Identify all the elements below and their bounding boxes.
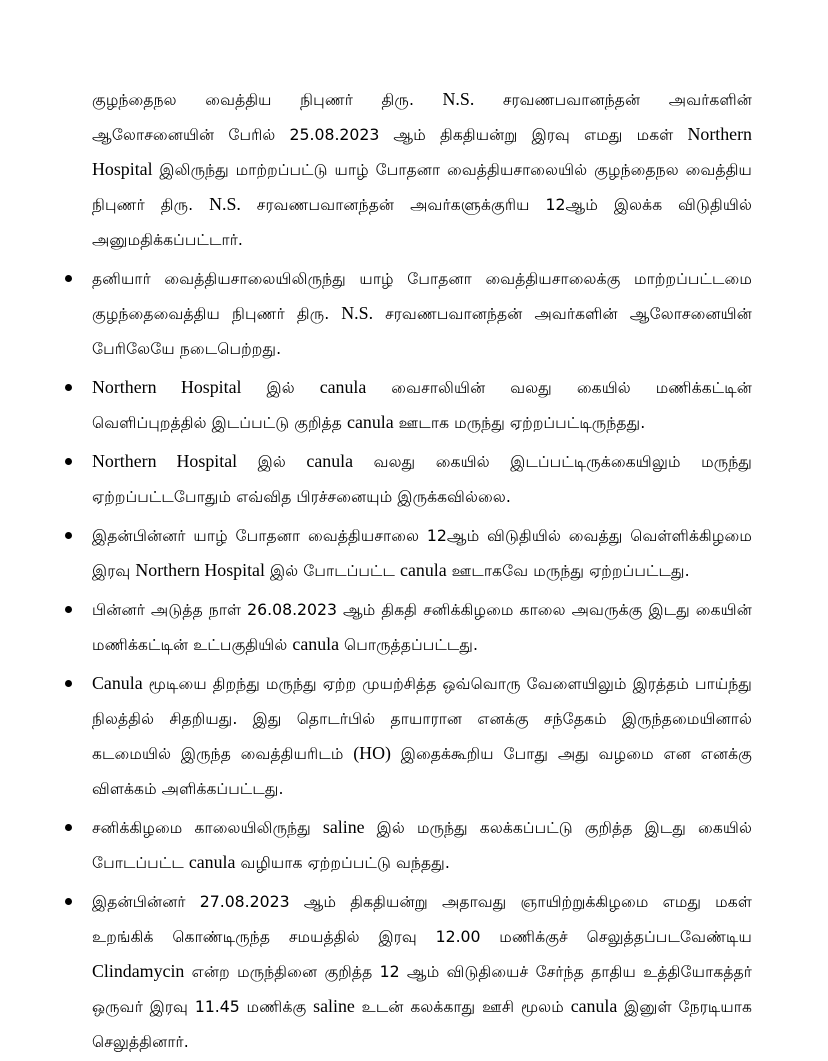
text-line: இரவு Northern Hospital இல் போடப்பட்ட canula ஊடாகவே மருந்து ஏற்றப்பட்டது. [92, 560, 690, 580]
text-line: மணிக்கட்டின் உட்பகுதியில் canula பொருத்தப்பட்டது. [92, 634, 479, 654]
text-line: சனிக்கிழமை காலையிலிருந்து saline இல் மருந்து கலக்கப்பட்டு குறித்த இடது கையில் [92, 817, 752, 837]
latin-text-run: Clindamycin [92, 961, 185, 981]
latin-text-run: Canula [92, 673, 143, 693]
text-line: வெளிப்புறத்தில் இடப்பட்டு குறித்த canula ஊடாக மருந்து ஏற்றப்பட்டிருந்தது. [92, 412, 646, 432]
latin-text-run: canula [319, 377, 367, 397]
text-line: Canula மூடியை திறந்து மருந்து ஏற்ற முயற்சித்த ஒவ்வொரு வேளையிலும் இரத்தம் பாய்ந்து [92, 673, 752, 693]
bullet-icon [65, 458, 72, 465]
bullet-item [92, 810, 752, 880]
bullet-item [92, 370, 752, 440]
latin-text-run: Northern [687, 124, 752, 144]
bullet-icon [65, 680, 72, 687]
latin-text-run: canula [188, 852, 236, 872]
latin-text-run: saline [313, 996, 355, 1016]
text-line: Hospital இலிருந்து மாற்றப்பட்டு யாழ் போதனா வைத்தியசாலையில் குழந்தைநல வைத்திய [92, 159, 752, 179]
continuation-paragraph [92, 82, 752, 257]
text-line: பேரிலேயே நடைபெற்றது. [92, 339, 282, 358]
latin-text-run: canula [400, 560, 447, 580]
latin-text-run: N.S. [209, 194, 241, 214]
bullet-icon [65, 824, 72, 831]
text-line: இதன்பின்னர் 27.08.2023 ஆம் திகதியன்று அதாவது ஞாயிற்றுக்கிழமை எமது மகள் [92, 892, 752, 911]
bullet-icon [65, 606, 72, 613]
text-line: தனியார் வைத்தியசாலையிலிருந்து யாழ் போதனா வைத்தியசாலைக்கு மாற்றப்பட்டமை [92, 269, 752, 288]
bullet-icon [65, 384, 72, 391]
text-line: விளக்கம் அளிக்கப்பட்டது. [92, 779, 284, 798]
latin-text-run: N.S. [442, 89, 475, 109]
latin-text-run: Northern Hospital [92, 377, 242, 397]
text-line: உறங்கிக் கொண்டிருந்த சமயத்தில் இரவு 12.00 மணிக்குச் செலுத்தப்படவேண்டிய [92, 927, 752, 946]
bullet-icon [65, 275, 72, 282]
text-line: செலுத்தினார். [92, 1032, 189, 1051]
text-line: கடமையில் இருந்த வைத்தியரிடம் (HO) இதைக்கூறிய போது அது வழமை என எனக்கு [92, 743, 752, 763]
text-line: Northern Hospital இல் canula வைசாலியின் வலது கையில் மணிக்கட்டின் [92, 377, 752, 397]
text-line: நிபுணர் திரு. N.S. சரவணபவானந்தன் அவர்களுக்குரிய 12ஆம் இலக்க விடுதியில் [92, 194, 752, 214]
text-line: நிலத்தில் சிதறியது. இது தொடர்பில் தாயாரான எனக்கு சந்தேகம் இருந்தமையினால் [92, 709, 752, 728]
bullet-item [92, 518, 752, 588]
latin-text-run: canula [570, 996, 618, 1016]
text-line: குழந்தைவைத்திய நிபுணர் திரு. N.S. சரவணபவானந்தன் அவர்களின் ஆலோசனையின் [92, 303, 752, 323]
bullet-item [92, 884, 752, 1059]
latin-text-run: Northern Hospital [92, 451, 238, 471]
bullet-icon [65, 532, 72, 539]
latin-text-run: Northern Hospital [135, 560, 265, 580]
bullet-item [92, 261, 752, 366]
text-line: ஏற்றப்பட்டபோதும் எவ்வித பிரச்சனையும் இருக்கவில்லை. [92, 487, 511, 506]
bullet-item [92, 444, 752, 514]
document-body [92, 82, 752, 1059]
text-line: போடப்பட்ட canula வழியாக ஏற்றப்பட்டு வந்தது. [92, 852, 450, 872]
latin-text-run: Hospital [92, 159, 153, 179]
text-line: Clindamycin என்ற மருந்தினை குறித்த 12 ஆம் விடுதியைச் சேர்ந்த தாதிய உத்தியோகத்தர் [92, 961, 752, 981]
latin-text-run: saline [322, 817, 365, 837]
latin-text-run: N.S. [341, 303, 374, 323]
latin-text-run: canula [292, 634, 340, 654]
latin-text-run: canula [306, 451, 354, 471]
text-line: குழந்தைநல வைத்திய நிபுணர் திரு. N.S. சரவணபவானந்தன் அவர்களின் [92, 89, 752, 109]
bullet-item [92, 592, 752, 662]
text-line: ஆலோசனையின் பேரில் 25.08.2023 ஆம் திகதியன்று இரவு எமது மகள் Northern [92, 124, 752, 144]
bullet-item [92, 666, 752, 806]
latin-text-run: canula [347, 412, 394, 432]
text-line: பின்னர் அடுத்த நாள் 26.08.2023 ஆம் திகதி சனிக்கிழமை காலை அவருக்கு இடது கையின் [92, 600, 752, 619]
text-line: ஒருவர் இரவு 11.45 மணிக்கு saline உடன் கலக்காது ஊசி மூலம் canula இனுள் நேரடியாக [92, 996, 752, 1016]
text-line: அனுமதிக்கப்பட்டார். [92, 230, 243, 249]
bullet-icon [65, 898, 72, 905]
latin-text-run: (HO) [353, 743, 391, 763]
text-line: Northern Hospital இல் canula வலது கையில் இடப்பட்டிருக்கையிலும் மருந்து [92, 451, 752, 471]
text-line: இதன்பின்னர் யாழ் போதனா வைத்தியசாலை 12ஆம் விடுதியில் வைத்து வெள்ளிக்கிழமை [92, 526, 752, 545]
